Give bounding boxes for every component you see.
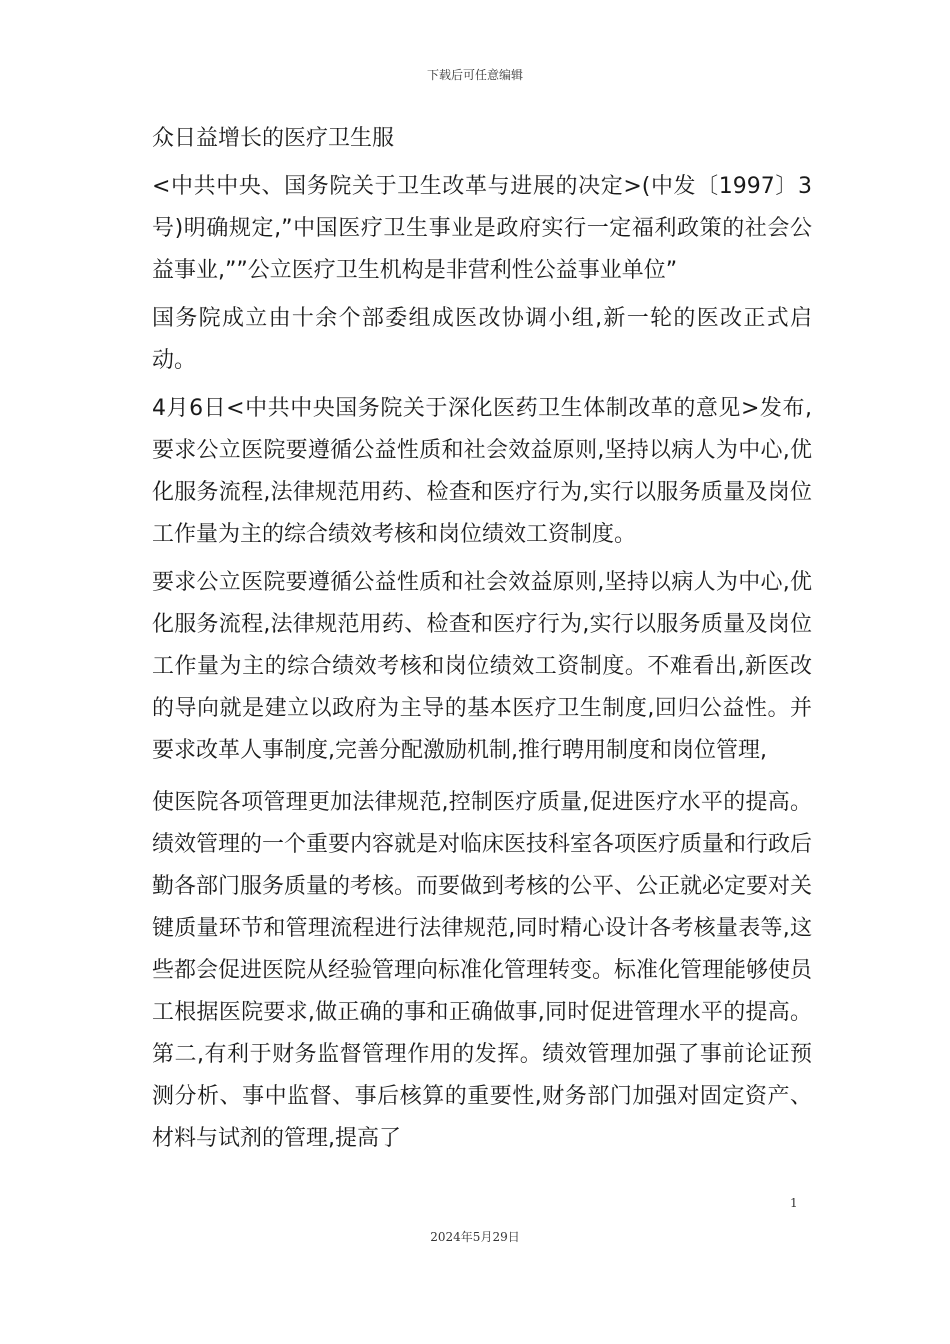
paragraph-3: 国务院成立由十余个部委组成医改协调小组,新一轮的医改正式启动。 <box>152 306 812 373</box>
paragraph-1: 众日益增长的医疗卫生服 <box>152 126 395 151</box>
paragraph-2: <中共中央、国务院关于卫生改革与进展的决定>(中发〔1997〕3号)明确规定,”中国医疗卫生事业是政府实行一定福利政策的社会公益事业,””公立医疗卫生机构是非营利性公益事业单位” <box>152 174 812 283</box>
paragraph-4: 4月6日<中共中央国务院关于深化医药卫生体制改革的意见>发布,要求公立医院要遵循公益性质和社会效益原则,坚持以病人为中心,优化服务流程,法律规范用药、检查和医疗行为,实行以服务质量及岗位工作量为主的综合绩效考核和岗位绩效工资制度。 <box>152 396 812 547</box>
paragraph-6: 使医院各项管理更加法律规范,控制医疗质量,促进医疗水平的提高。绩效管理的一个重要内容就是对临床医技科室各项医疗质量和行政后勤各部门服务质量的考核。而要做到考核的公平、公正就必定要对关键质量环节和管理流程进行法律规范,同时精心设计各考核量表等,这些都会促进医院从经验管理向标准化管理转变。标准化管理能够使员工根据医院要求,做正确的事和正确做事,同时促进管理水平的提高。第二,有利于财务监督管理作用的发挥。绩效管理加强了事前论证预测分析、事中监督、事后核算的重要性,财务部门加强对固定资产、材料与试剂的管理,提高了 <box>152 790 813 1151</box>
page-footer-date: 2024年5月29日 <box>430 1230 520 1244</box>
page-header: 下载后可任意编辑 <box>426 68 523 82</box>
document-body <box>152 118 812 1160</box>
paragraph-5: 要求公立医院要遵循公益性质和社会效益原则,坚持以病人为中心,优化服务流程,法律规范用药、检查和医疗行为,实行以服务质量及岗位工作量为主的综合绩效考核和岗位绩效工资制度。不难看出,新医改的导向就是建立以政府为主导的基本医疗卫生制度,回归公益性。并要求改革人事制度,完善分配激励机制,推行聘用制度和岗位管理, <box>152 570 812 763</box>
page-number: 1 <box>790 1196 798 1210</box>
